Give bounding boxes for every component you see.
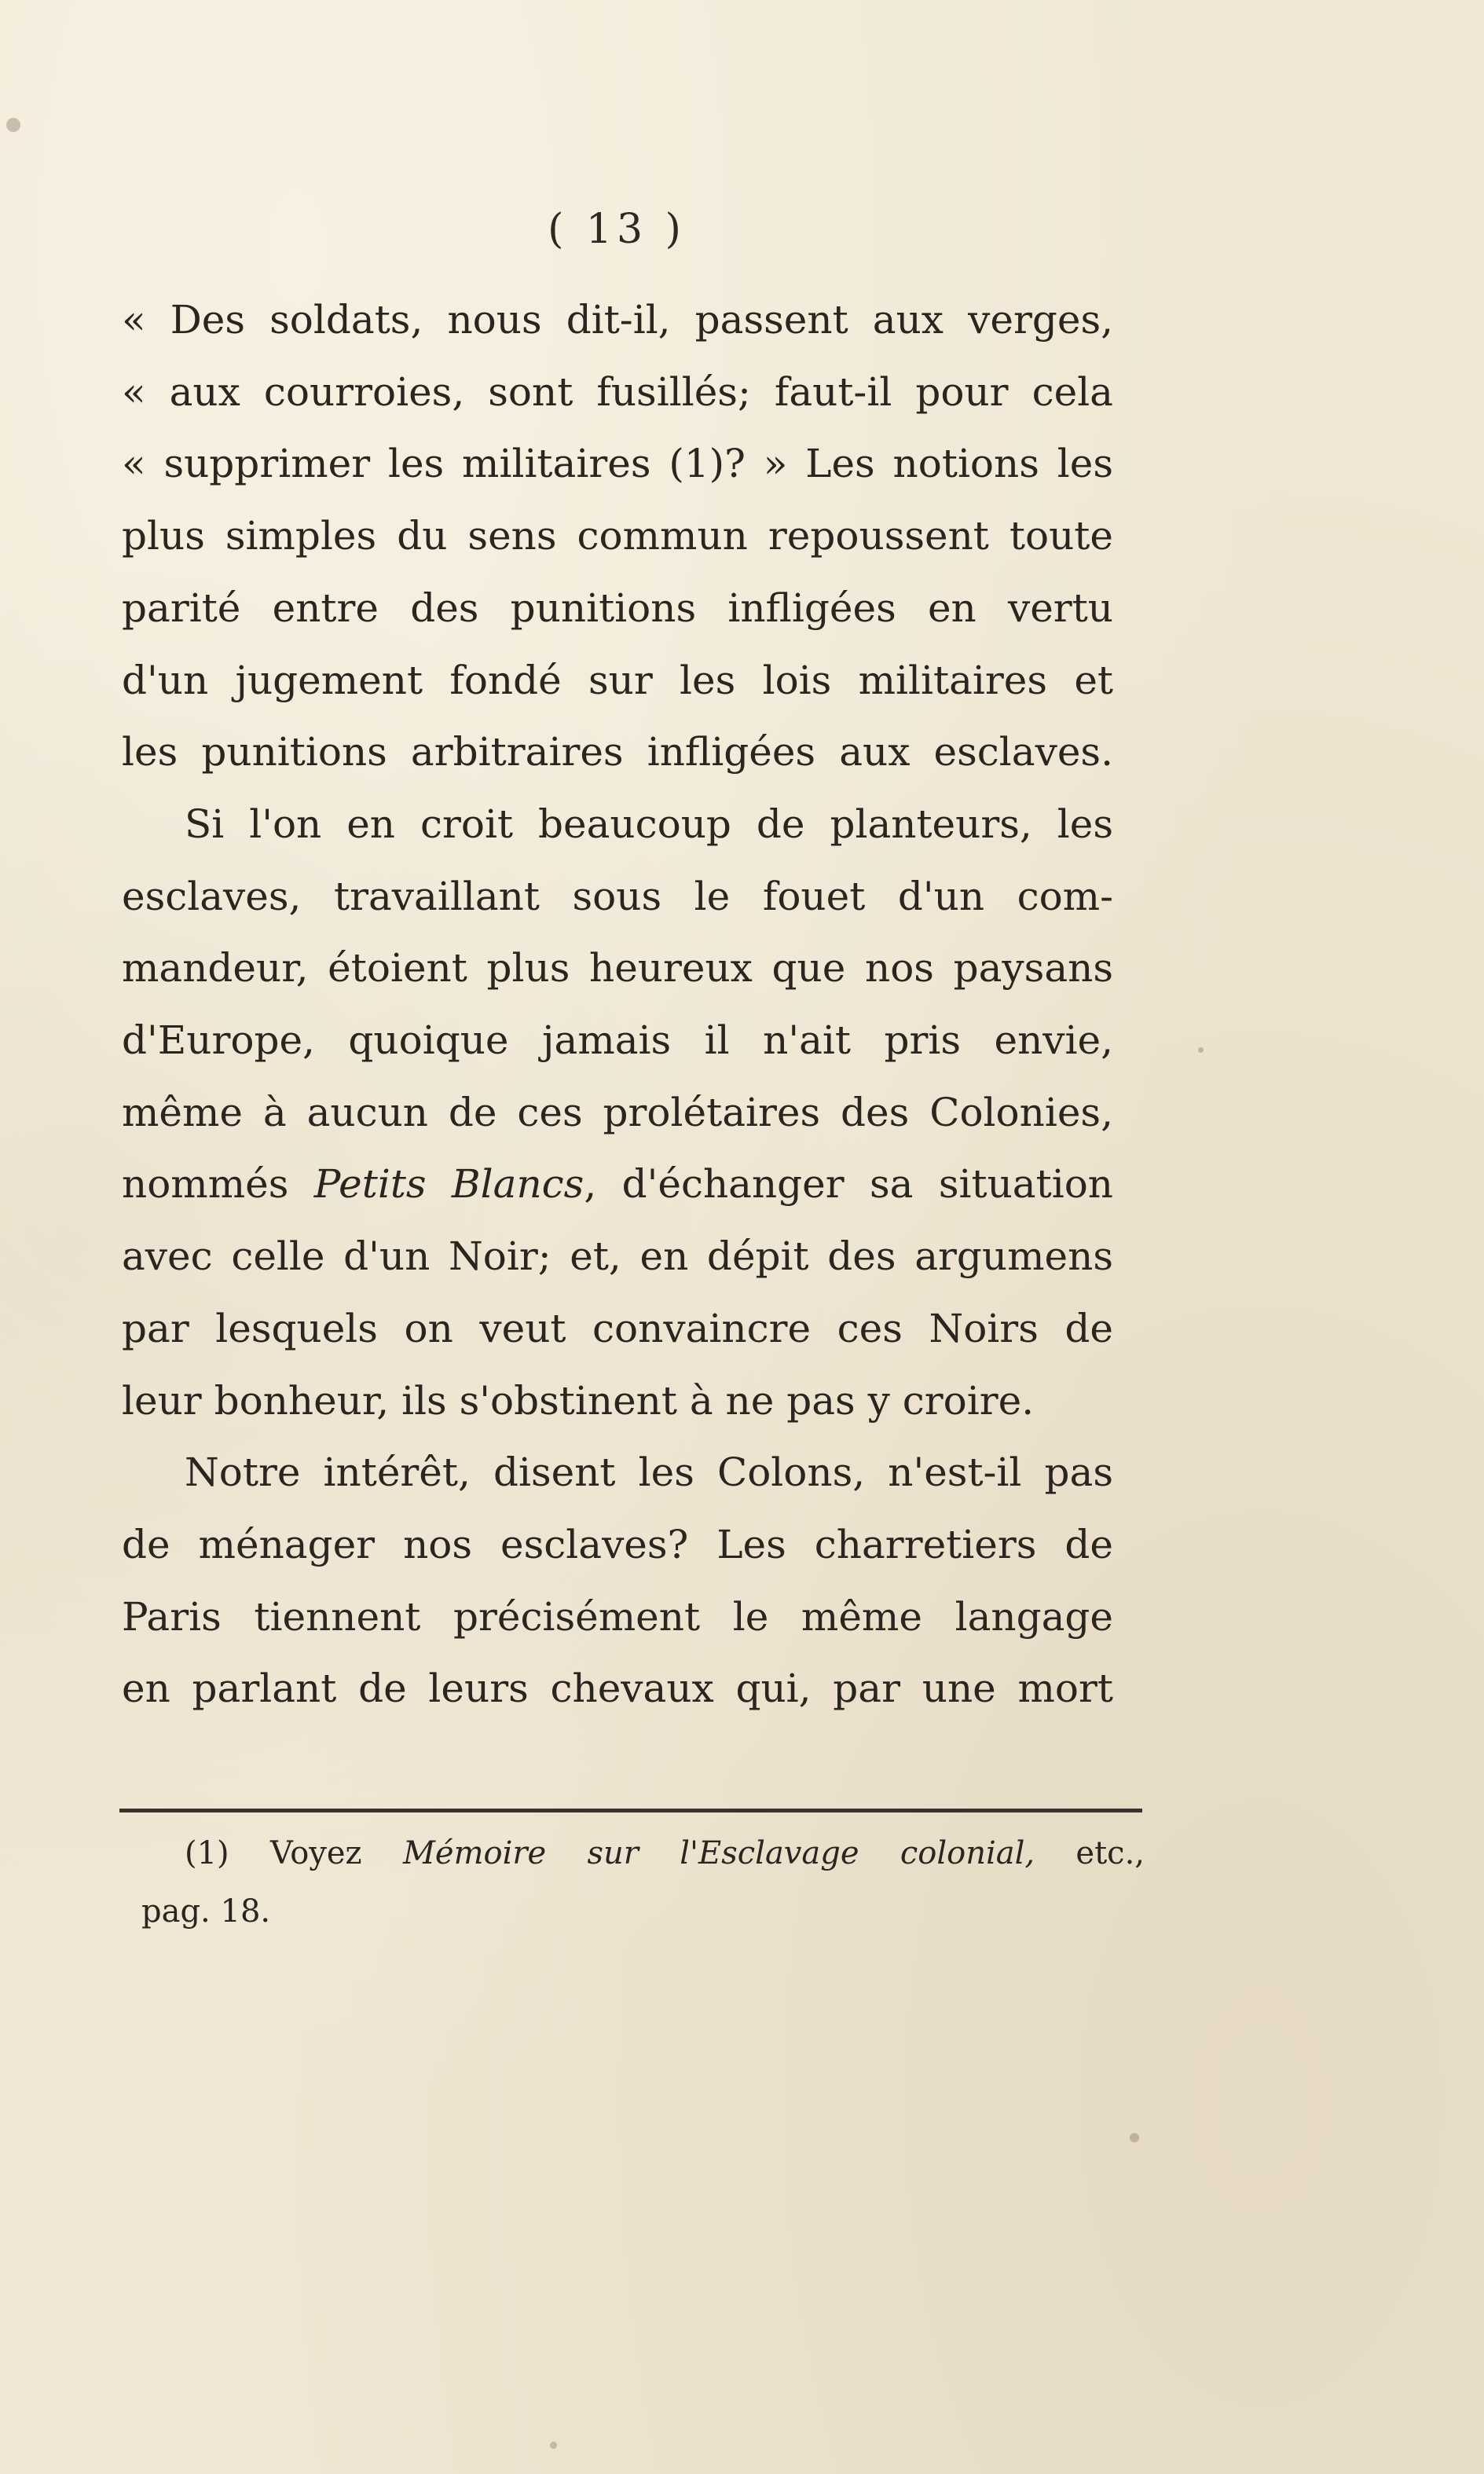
paper-stain bbox=[1130, 2133, 1139, 2142]
text-line: les punitions arbitraires infligées aux esclaves. bbox=[122, 729, 1113, 775]
italic-phrase: Petits Blancs bbox=[313, 1161, 584, 1208]
text-line: Notre intérêt, disent les Colons, n'est-il pas bbox=[185, 1450, 1113, 1496]
text-line: d'Europe, quoique jamais il n'ait pris envie, bbox=[122, 1017, 1113, 1064]
body-text bbox=[122, 284, 1113, 1725]
footnote-continuation: pag. 18. bbox=[141, 1893, 271, 1930]
paper-stain bbox=[1198, 1047, 1204, 1053]
text-line: même à aucun de ces prolétaires des Colonies, bbox=[122, 1089, 1113, 1135]
text-line: avec celle d'un Noir; et, en dépit des argumens bbox=[122, 1233, 1113, 1280]
footnote-divider bbox=[119, 1809, 1142, 1812]
text-line: « supprimer les militaires (1)? » Les notions les bbox=[122, 441, 1113, 487]
text-line: esclaves, travaillant sous le fouet d'un com- bbox=[122, 873, 1113, 919]
footnote bbox=[141, 1824, 1145, 1941]
text-line: plus simples du sens commun repoussent toute bbox=[122, 513, 1113, 559]
text-line: Paris tiennent précisément le même langage bbox=[122, 1593, 1113, 1640]
footnote-title: Mémoire sur l'Esclavage colonial, bbox=[402, 1835, 1035, 1871]
text-line: parité entre des punitions infligées en vertu bbox=[122, 585, 1113, 631]
page-number: ( 13 ) bbox=[548, 206, 686, 253]
text-line: d'un jugement fondé sur les lois militaires et bbox=[122, 657, 1113, 703]
text-line: par lesquels on veut convaincre ces Noirs de bbox=[122, 1305, 1113, 1351]
footnote-line bbox=[185, 1824, 1145, 1882]
text-line: mandeur, étoient plus heureux que nos paysans bbox=[122, 945, 1113, 991]
text-line: « aux courroies, sont fusillés; faut-il pour cela bbox=[122, 368, 1113, 415]
footnote-suffix: etc., bbox=[1035, 1835, 1145, 1871]
text-line: en parlant de leurs chevaux qui, par une mort bbox=[122, 1666, 1113, 1712]
text-line: leur bonheur, ils s'obstinent à ne pas y croire. bbox=[122, 1377, 1035, 1424]
text-line: « Des soldats, nous dit-il, passent aux verges, bbox=[122, 297, 1113, 343]
text-line: de ménager nos esclaves? Les charretiers de bbox=[122, 1521, 1113, 1567]
paper-stain bbox=[6, 118, 20, 132]
text-segment: , d'échanger sa situation bbox=[584, 1161, 1113, 1208]
text-segment: nommés bbox=[122, 1161, 314, 1208]
paper-stain bbox=[550, 2442, 557, 2449]
text-line: Si l'on en croit beaucoup de planteurs, les bbox=[185, 801, 1113, 847]
footnote-marker: (1) Voyez bbox=[185, 1835, 403, 1871]
text-line-with-italic bbox=[122, 1149, 1113, 1221]
